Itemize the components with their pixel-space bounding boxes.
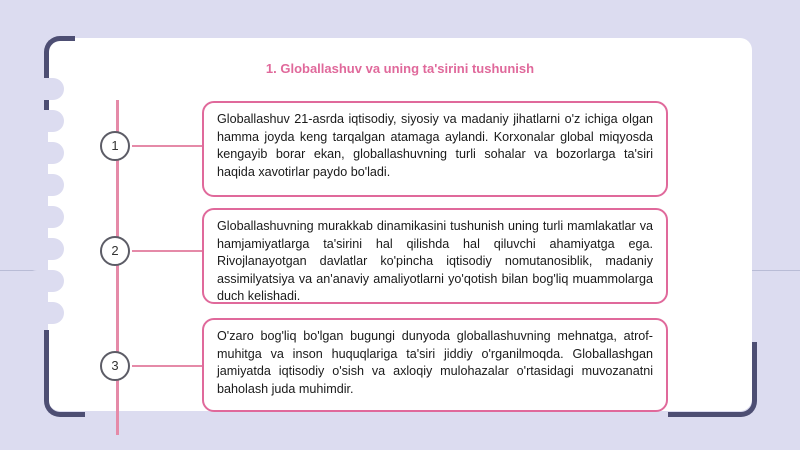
slide-title: 1. Globallashuv va uning ta'sirini tushunish	[265, 61, 535, 76]
content-card	[202, 208, 668, 304]
timeline-number-circle: 3	[100, 351, 130, 381]
content-card	[202, 318, 668, 412]
binder-hole	[26, 238, 64, 260]
timeline-connector	[132, 365, 204, 367]
background-line-right	[752, 270, 800, 271]
frame-bracket-bottom-right	[668, 342, 757, 417]
binder-hole	[26, 174, 64, 196]
binder-hole	[26, 78, 64, 100]
binder-hole	[26, 110, 64, 132]
frame-bracket-bottom-left	[44, 330, 85, 417]
binder-hole	[26, 270, 64, 292]
content-card-text: O'zaro bog'liq bo'lgan bugungi dunyoda globallashuvning mehnatga, atrof-muhitga va inson huquqlariga ta'siri jiddiy o'rganilmoqda. Globallashgan jamiyatda iqtisodiy o'sish va axloqiy mulohazalar o'rtasidagi muvozanatni baholash juda muhimdir.	[217, 329, 653, 396]
binder-hole	[26, 142, 64, 164]
timeline-connector	[132, 145, 204, 147]
timeline-number-circle: 2	[100, 236, 130, 266]
timeline-connector	[132, 250, 204, 252]
binder-hole	[26, 206, 64, 228]
content-card-text: Globallashuvning murakkab dinamikasini tushunish uning turli mamlakatlar va hamjamiyatlarga ta'sirini hal qilishda hal qiluvchi ahamiyatga ega. Rivojlanayotgan davlatlar ko'pincha iqtisodiy nomutanosiblik, madaniy assimilyatsiya va an'anaviy amaliyotlarni yo'qotish bilan bog'liq muammolarga duch kelishadi.	[217, 219, 653, 303]
timeline-number-circle: 1	[100, 131, 130, 161]
content-card	[202, 101, 668, 197]
binder-hole	[26, 302, 64, 324]
content-card-text: Globallashuv 21-asrda iqtisodiy, siyosiy va madaniy jihatlarni o'z ichiga olgan hamma joyda keng tarqalgan atamaga aylandi. Korxonalar global miqyosda kengayib borar ekan, globallashuvning turli sohalar va bozorlarga ta'siri haqida xavotirlar paydo bo'ladi.	[217, 112, 653, 179]
